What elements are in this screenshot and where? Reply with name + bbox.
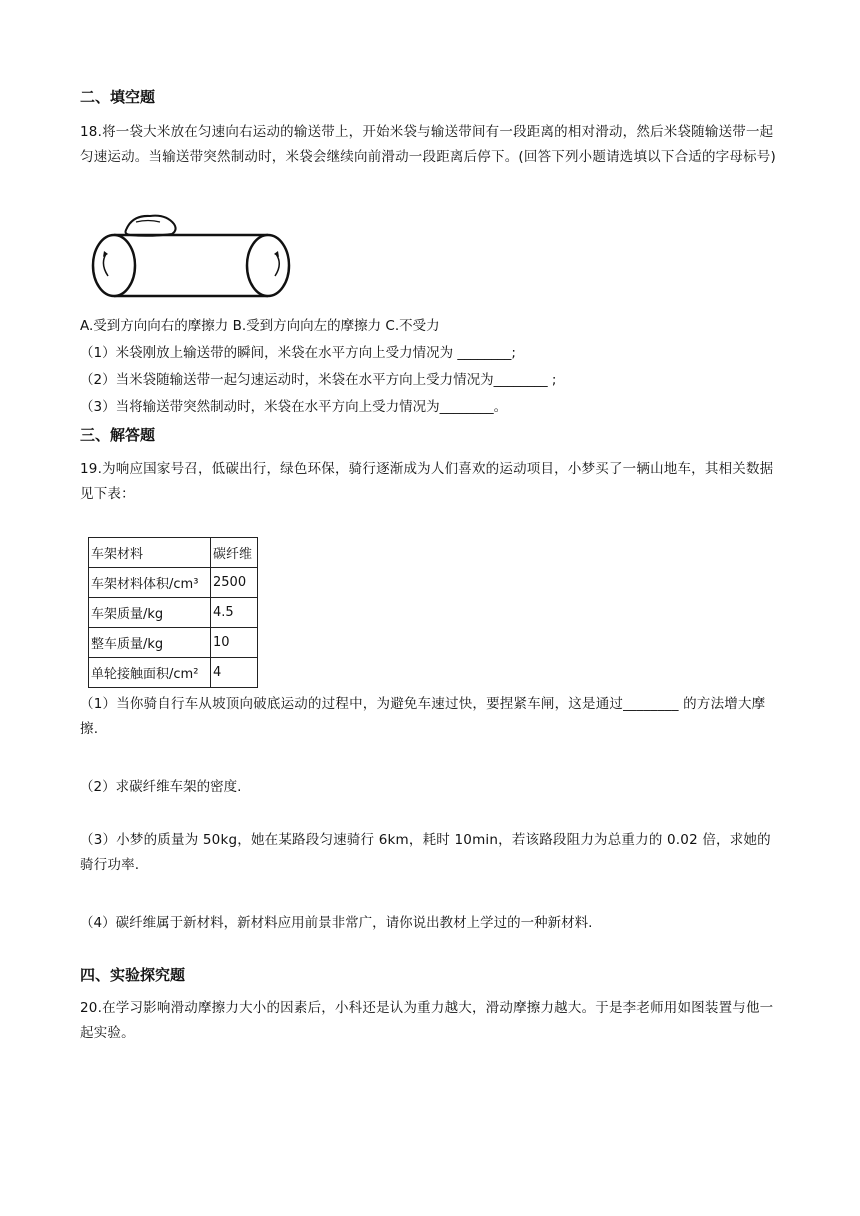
table-cell: 碳纤维 <box>211 538 258 568</box>
question-19-stem: 19.为响应国家号召，低碳出行，绿色环保，骑行逐渐成为人们喜欢的运动项目，小梦买了一辆山地车，其相关数据见下表： <box>80 461 774 502</box>
table-row <box>89 598 258 628</box>
question-19-sub-4: （4）碳纤维属于新材料，新材料应用前景非常广，请你说出教材上学过的一种新材料. <box>80 915 593 931</box>
question-18-sub-2: （2）当米袋随输送带一起匀速运动时，米袋在水平方向上受力情况为________ ; <box>80 372 557 388</box>
table-cell: 车架材料体积/cm³ <box>89 568 211 598</box>
section-heading-answer: 三、解答题 <box>80 426 156 444</box>
section-heading-fill-blank: 二、填空题 <box>80 88 156 106</box>
table-cell: 单轮接触面积/cm² <box>89 658 211 688</box>
question-19-sub-1: （1）当你骑自行车从坡顶向破底运动的过程中，为避免车速过快，要捏紧车闸，这是通过________ 的方法增大摩擦. <box>80 696 766 737</box>
table-row <box>89 628 258 658</box>
table-cell: 2500 <box>211 568 258 598</box>
bike-spec-table <box>88 537 258 688</box>
table-cell: 车架质量/kg <box>89 598 211 628</box>
question-19-sub-3: （3）小梦的质量为 50kg，她在某路段匀速骑行 6km，耗时 10min，若该路段阻力为总重力的 0.02 倍，求她的骑行功率. <box>80 832 771 873</box>
question-18-options: A.受到方向向右的摩擦力 B.受到方向向左的摩擦力 C.不受力 <box>80 318 440 334</box>
left-roller <box>93 235 135 296</box>
question-18-sub-1: （1）米袋刚放上输送带的瞬间，米袋在水平方向上受力情况为 ________; <box>80 345 516 361</box>
table-row <box>89 568 258 598</box>
table-cell: 4 <box>211 658 258 688</box>
table-row <box>89 538 258 568</box>
table-cell: 4.5 <box>211 598 258 628</box>
conveyor-belt-figure <box>88 210 298 302</box>
rice-bag-shape <box>126 216 176 236</box>
table-cell: 10 <box>211 628 258 658</box>
table-cell: 整车质量/kg <box>89 628 211 658</box>
table-cell: 车架材料 <box>89 538 211 568</box>
section-heading-experiment: 四、实验探究题 <box>80 966 186 984</box>
question-18-stem: 18.将一袋大米放在匀速向右运动的输送带上，开始米袋与输送带间有一段距离的相对滑动，然后米袋随输送带一起匀速运动。当输送带突然制动时，米袋会继续向前滑动一段距离后停下。(回答下列小题请选填以下合适的字母标号) <box>80 124 776 165</box>
question-18-sub-3: （3）当将输送带突然制动时，米袋在水平方向上受力情况为________。 <box>80 399 508 415</box>
table-row <box>89 658 258 688</box>
question-19-sub-2: （2）求碳纤维车架的密度. <box>80 779 242 795</box>
question-20-stem: 20.在学习影响滑动摩擦力大小的因素后，小科还是认为重力越大，滑动摩擦力越大。于是李老师用如图装置与他一起实验。 <box>80 1000 774 1041</box>
right-roller <box>247 235 289 296</box>
